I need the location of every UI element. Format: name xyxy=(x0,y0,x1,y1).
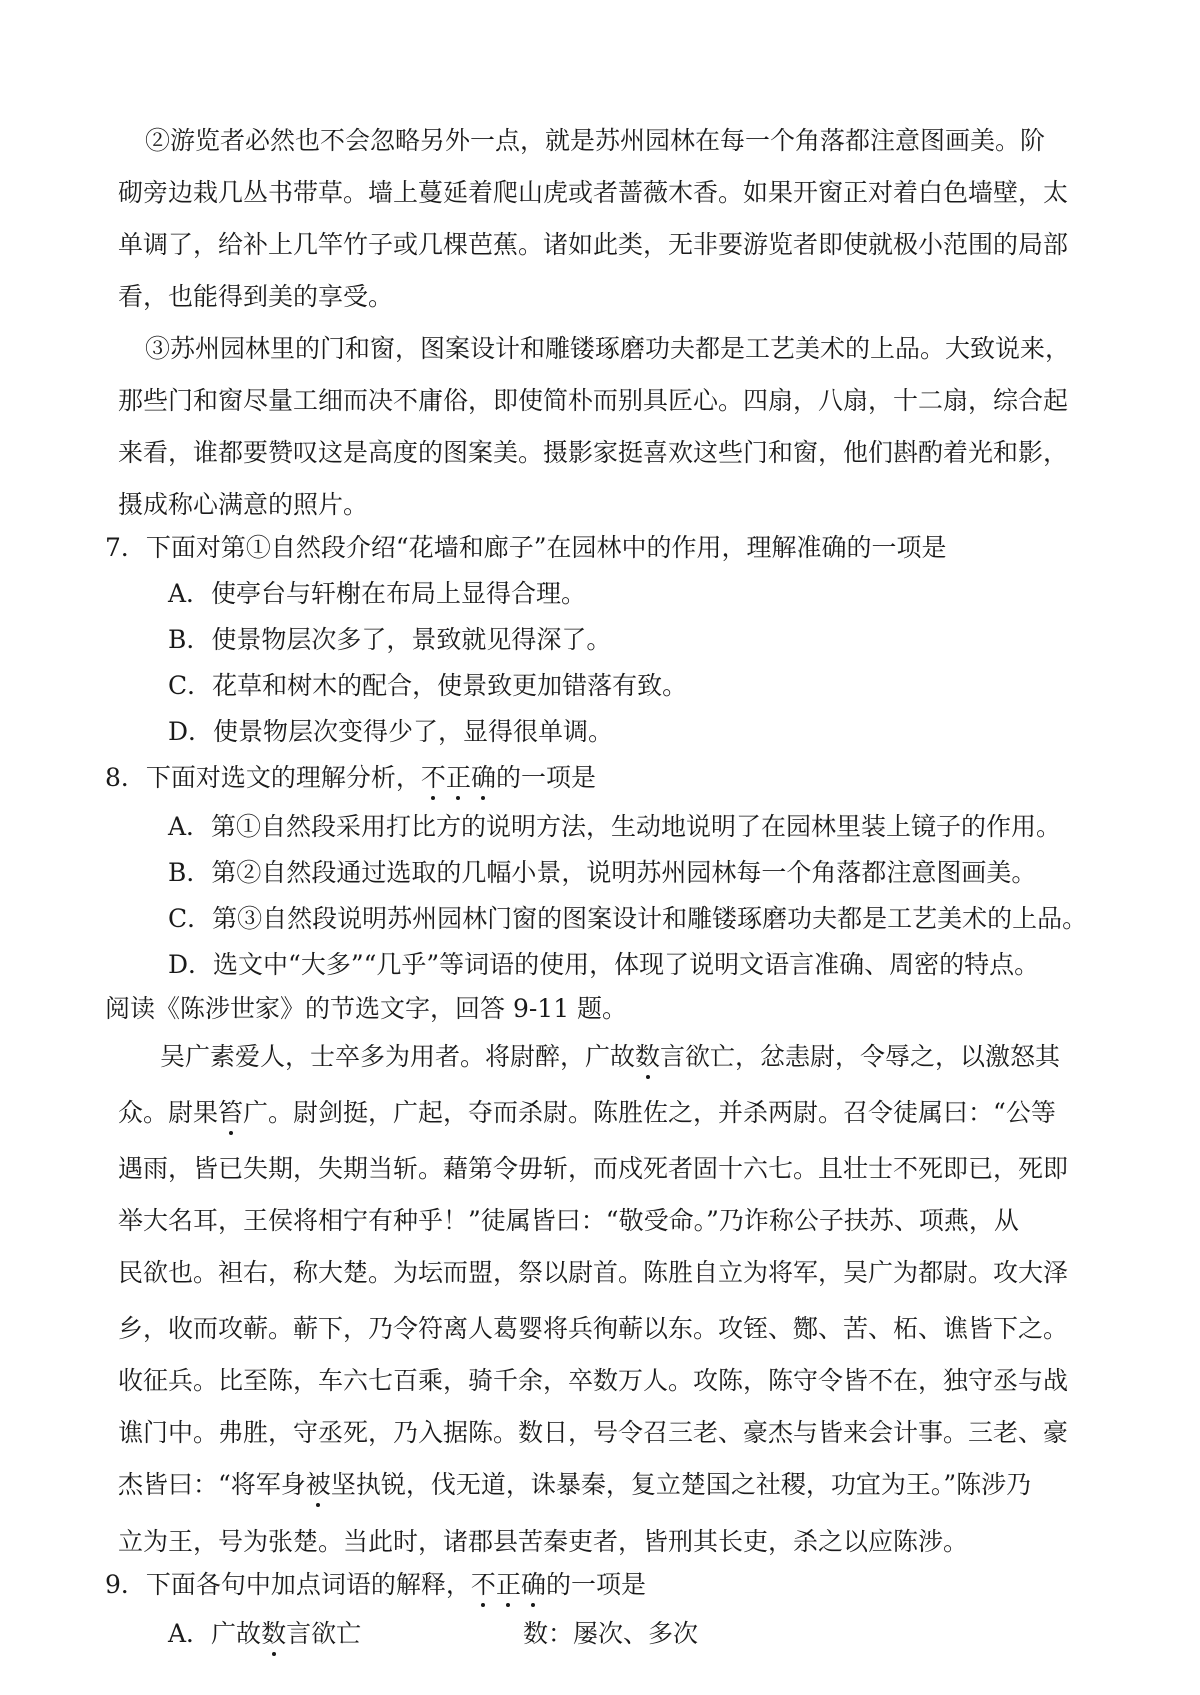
q8-option-d: D．选文中“大多”“几乎”等词语的使用，体现了说明文语言准确、周密的特点。 xyxy=(168,950,1040,979)
q9-stem-pre: 9．下面各句中加点词语的解释， xyxy=(105,1570,471,1599)
emphasis-dot-char: 确 xyxy=(521,1568,546,1602)
q8-stem-emphasis xyxy=(421,763,496,792)
emphasis-dot-char: 不 xyxy=(471,1568,496,1602)
q7-option-c: C．花草和树木的配合，使景致更加错落有致。 xyxy=(168,671,688,700)
emphasis-dot-char: 正 xyxy=(446,761,471,795)
passage1-p3-line1: ③苏州园林里的门和窗，图案设计和雕镂琢磨功夫都是工艺美术的上品。大致说来， xyxy=(145,334,1071,363)
passage2-line9: 杰皆曰：“将军身被坚执锐，伐无道，诛暴秦，复立楚国之社稷，功宜为王。”陈涉乃 xyxy=(118,1468,998,1502)
passage2-line4: 举大名耳，王侯将相宁有种乎！”徒属皆曰：“敬受命。”乃诈称公子扶苏、项燕，从 xyxy=(118,1206,1019,1235)
passage2-line6: 乡，收而攻蕲。蕲下，乃令符离人葛婴将兵徇蕲以东。攻铚、酂、苦、柘、谯皆下之。 xyxy=(118,1314,1069,1343)
q9-stem xyxy=(105,1568,646,1602)
passage1-p2-line3: 单调了，给补上几竿竹子或几棵芭蕉。诸如此类，无非要游览者即使就极小范围的局部 xyxy=(118,230,1069,259)
q7-option-d: D．使景物层次变得少了，显得很单调。 xyxy=(168,717,614,746)
q8-stem-pre: 8．下面对选文的理解分析， xyxy=(105,763,421,792)
q8-option-a: A．第①自然段采用打比方的说明方法，生动地说明了在园林里装上镜子的作用。 xyxy=(168,812,1062,841)
emphasis-dot-char: 正 xyxy=(496,1568,521,1602)
q9-option-a-gloss: 数：屡次、多次 xyxy=(523,1619,699,1648)
q9-stem-emphasis xyxy=(471,1570,546,1599)
emphasis-dot-char: 笞 xyxy=(218,1096,243,1130)
passage1-p2-line2: 砌旁边栽几丛书带草。墙上蔓延着爬山虎或者蔷薇木香。如果开窗正对着白色墙壁，太 xyxy=(118,178,1069,207)
passage1-p3-line3: 来看，谁都要赞叹这是高度的图案美。摄影家挺喜欢这些门和窗，他们斟酌着光和影， xyxy=(118,438,1069,467)
q8-option-c: C．第③自然段说明苏州园林门窗的图案设计和雕镂琢磨功夫都是工艺美术的上品。 xyxy=(168,904,1088,933)
emphasis-dot-char: 数 xyxy=(635,1040,660,1074)
passage2-intro: 阅读《陈涉世家》的节选文字，回答 9-11 题。 xyxy=(105,994,628,1023)
passage1-p2-line4: 看，也能得到美的享受。 xyxy=(118,282,394,311)
emphasis-dot-char: 数 xyxy=(261,1617,286,1651)
q7-option-b: B．使景物层次多了，景致就见得深了。 xyxy=(168,625,612,654)
passage2-line7: 收征兵。比至陈，车六七百乘，骑千余，卒数万人。攻陈，陈守令皆不在，独守丞与战 xyxy=(118,1366,1069,1395)
q7-option-a: A．使亭台与轩榭在布局上显得合理。 xyxy=(168,579,587,608)
passage2-line10: 立为王，号为张楚。当此时，诸郡县苦秦吏者，皆刑其长吏，杀之以应陈涉。 xyxy=(118,1527,969,1556)
q8-stem-post: 的一项是 xyxy=(495,763,596,792)
q9-stem-post: 的一项是 xyxy=(545,1570,646,1599)
passage1-p3-line4: 摄成称心满意的照片。 xyxy=(118,490,369,519)
passage2-line1: 吴广素爱人，士卒多为用者。将尉醉，广故数言欲亡，忿恚尉，令辱之，以激怒其 xyxy=(160,1040,998,1074)
q9-option-a: A．广故数言欲亡 xyxy=(168,1617,361,1651)
q8-option-b: B．第②自然段通过选取的几幅小景，说明苏州园林每一个角落都注意图画美。 xyxy=(168,858,1037,887)
passage1-p2-line1: ②游览者必然也不会忽略另外一点，就是苏州园林在每一个角落都注意图画美。阶 xyxy=(145,126,1046,155)
passage1-p3-line2: 那些门和窗尽量工细而决不庸俗，即使简朴而别具匠心。四扇，八扇，十二扇，综合起 xyxy=(118,386,1069,415)
passage2-line8: 谯门中。弗胜，守丞死，乃入据陈。数日，号令召三老、豪杰与皆来会计事。三老、豪 xyxy=(118,1418,1069,1447)
passage2-line3: 遇雨，皆已失期，失期当斩。藉第令毋斩，而戍死者固十六七。且壮士不死即已，死即 xyxy=(118,1154,1069,1183)
passage2-line5: 民欲也。袒右，称大楚。为坛而盟，祭以尉首。陈胜自立为将军，吴广为都尉。攻大泽 xyxy=(118,1258,1069,1287)
passage2-line2: 众。尉果笞广。尉剑挺，广起，夺而杀尉。陈胜佐之，并杀两尉。召令徒属曰：“公等 xyxy=(118,1096,998,1130)
q7-stem: 7．下面对第①自然段介绍“花墙和廊子”在园林中的作用，理解准确的一项是 xyxy=(105,533,947,562)
emphasis-dot-char: 不 xyxy=(421,761,446,795)
emphasis-dot-char: 确 xyxy=(471,761,496,795)
q8-stem xyxy=(105,761,596,795)
emphasis-dot-char: 被 xyxy=(306,1468,331,1502)
